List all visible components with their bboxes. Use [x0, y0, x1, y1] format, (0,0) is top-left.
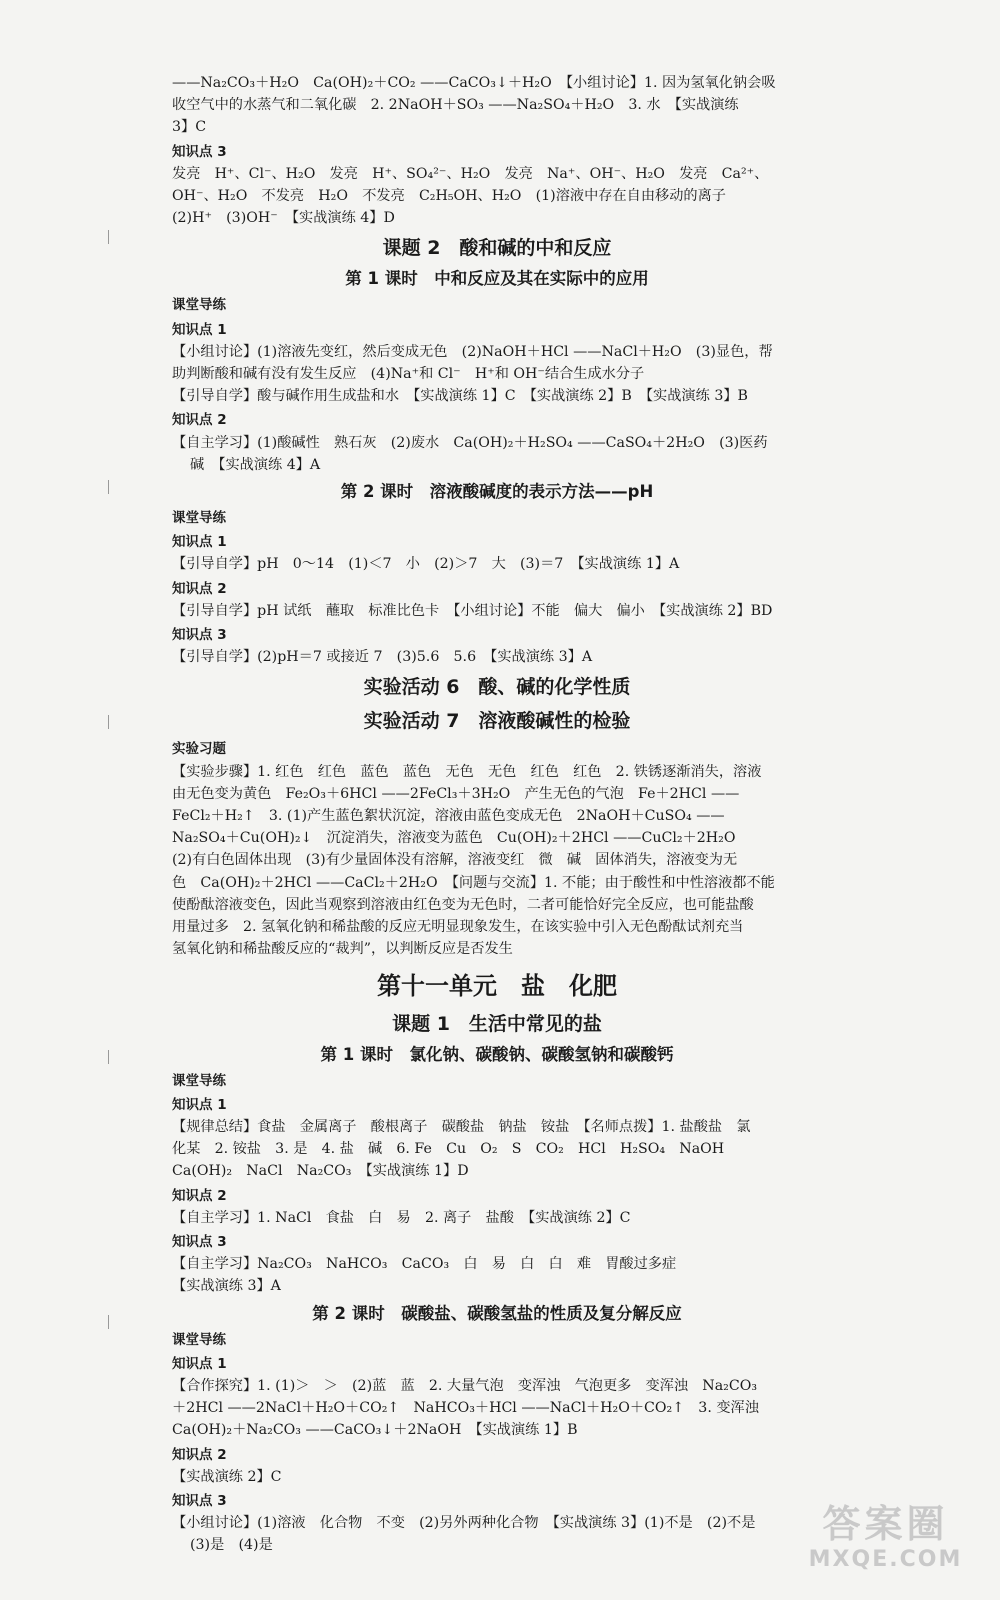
answer-line: 【自主学习】(1)酸碱性 熟石灰 (2)废水 Ca(OH)₂＋H₂SO₄ ——CaSO₄＋2H₂O (3)医药: [172, 434, 768, 451]
section-label: 知识点 2: [172, 1446, 227, 1463]
section-label: 知识点 1: [172, 1096, 227, 1113]
answer-line: (3)是 (4)是: [190, 1537, 273, 1554]
answer-line: 由无色变为黄色 Fe₂O₃＋6HCl ——2FeCl₃＋3H₂O 产生无色的气泡 Fe＋2HCl ——: [172, 785, 740, 802]
section-label: 知识点 2: [172, 1187, 227, 1204]
lesson-heading: 第 2 课时 碳酸盐、碳酸氢盐的性质及复分解反应: [312, 1303, 682, 1323]
topic-heading: 实验活动 7 溶液酸碱性的检验: [363, 710, 631, 733]
binding-mark: [108, 1315, 115, 1329]
answer-line: 收空气中的水蒸气和二氧化碳 2. 2NaOH＋SO₃ ——Na₂SO₄＋H₂O 3. 水 【实战演练: [172, 97, 739, 114]
answer-line: 助判断酸和碱有没有发生反应 (4)Na⁺和 Cl⁻ H⁺和 OH⁻结合生成水分子: [172, 366, 645, 383]
answer-line: 3】C: [172, 119, 207, 136]
answer-line: Ca(OH)₂＋Na₂CO₃ ——CaCO₃↓＋2NaOH 【实战演练 1】B: [172, 1422, 578, 1439]
section-label: 知识点 1: [172, 1355, 227, 1372]
section-label: 课堂导练: [172, 510, 226, 527]
binding-mark: [108, 480, 115, 494]
watermark-top: 答案圈: [822, 1502, 949, 1546]
answer-line: ＋2HCl ——2NaCl＋H₂O＋CO₂↑ NaHCO₃＋HCl ——NaCl＋H₂O＋CO₂↑ 3. 变浑浊: [172, 1400, 759, 1417]
section-label: 课堂导练: [172, 1072, 226, 1089]
section-label: 知识点 2: [172, 412, 227, 429]
section-label: 知识点 3: [172, 143, 227, 160]
answer-line: 碱 【实战演练 4】A: [190, 456, 321, 473]
answer-line: 发亮 H⁺、Cl⁻、H₂O 发亮 H⁺、SO₄²⁻、H₂O 发亮 Na⁺、OH⁻、H₂O 发亮 Ca²⁺、: [172, 165, 769, 182]
answer-line: 用量过多 2. 氢氧化钠和稀盐酸的反应无明显现象发生，在该实验中引入无色酚酞试剂充当: [172, 919, 744, 936]
binding-mark: [108, 1050, 115, 1064]
answer-page: [172, 72, 822, 1557]
watermark-bottom: MXQE.COM: [808, 1547, 963, 1572]
lesson-heading: 第 2 课时 溶液酸碱度的表示方法——pH: [340, 482, 654, 502]
answer-line: 【实战演练 2】C: [172, 1468, 282, 1485]
topic-heading: 实验活动 6 酸、碱的化学性质: [363, 676, 631, 699]
answer-line: OH⁻、H₂O 不发亮 H₂O 不发亮 C₂H₅OH、H₂O (1)溶液中存在自由移动的离子: [172, 188, 726, 205]
answer-line: 氢氧化钠和稀盐酸反应的“裁判”，以判断反应是否发生: [172, 941, 513, 958]
answer-line: 色 Ca(OH)₂＋2HCl ——CaCl₂＋2H₂O 【问题与交流】1. 不能；由于酸性和中性溶液都不能: [172, 874, 775, 891]
answer-line: ——Na₂CO₃＋H₂O Ca(OH)₂＋CO₂ ——CaCO₃↓＋H₂O 【小组讨论】1. 因为氢氧化钠会吸: [172, 75, 776, 91]
section-label: 知识点 1: [172, 321, 227, 338]
watermark-logo: [793, 1502, 978, 1582]
section-label: 知识点 2: [172, 580, 227, 597]
answer-line: 【合作探究】1. (1)＞ ＞ (2)蓝 蓝 2. 大量气泡 变浑浊 气泡更多 变浑浊 Na₂CO₃: [172, 1377, 758, 1394]
answer-line: 【小组讨论】(1)溶液 化合物 不变 (2)另外两种化合物 【实战演练 3】(1)不是 (2)不是: [172, 1515, 756, 1532]
answer-line: 【引导自学】酸与碱作用生成盐和水 【实战演练 1】C 【实战演练 2】B 【实战演练 3】B: [172, 388, 748, 405]
answer-line: 【引导自学】pH 试纸 蘸取 标准比色卡 【小组讨论】不能 偏大 偏小 【实战演练 2】BD: [172, 602, 773, 619]
answer-line: 【规律总结】食盐 金属离子 酸根离子 碳酸盐 钠盐 铵盐 【名师点拨】1. 盐酸盐 氯: [172, 1118, 751, 1135]
answer-line: 化某 2. 铵盐 3. 是 4. 盐 碱 6. Fe Cu O₂ S CO₂ HCl H₂SO₄ NaOH: [172, 1141, 725, 1158]
section-label: 知识点 3: [172, 627, 227, 644]
answer-line: 【小组讨论】(1)溶液先变红，然后变成无色 (2)NaOH＋HCl ——NaCl＋H₂O (3)显色，帮: [172, 343, 773, 360]
answer-line: 【引导自学】pH 0～14 (1)＜7 小 (2)＞7 大 (3)＝7 【实战演练 1】A: [172, 556, 680, 573]
unit-heading: 第十一单元 盐 化肥: [377, 971, 617, 1000]
topic-heading: 课题 1 生活中常见的盐: [392, 1012, 602, 1035]
lesson-heading: 第 1 课时 氯化钠、碳酸钠、碳酸氢钠和碳酸钙: [320, 1044, 674, 1064]
answer-line: (2)H⁺ (3)OH⁻ 【实战演练 4】D: [172, 210, 395, 227]
section-label: 知识点 3: [172, 1233, 227, 1250]
section-label: 课堂导练: [172, 1331, 226, 1348]
answer-line: 【自主学习】1. NaCl 食盐 白 易 2. 离子 盐酸 【实战演练 2】C: [172, 1209, 631, 1226]
section-label: 知识点 1: [172, 534, 227, 551]
section-label: 知识点 3: [172, 1492, 227, 1509]
answer-line: 【实验步骤】1. 红色 红色 蓝色 蓝色 无色 无色 红色 红色 2. 铁锈逐渐消失，溶液: [172, 763, 762, 780]
answer-line: Ca(OH)₂ NaCl Na₂CO₃ 【实战演练 1】D: [172, 1163, 469, 1180]
binding-mark: [108, 230, 115, 244]
answer-line: Na₂SO₄＋Cu(OH)₂↓ 沉淀消失，溶液变为蓝色 Cu(OH)₂＋2HCl ——CuCl₂＋2H₂O: [172, 830, 736, 847]
answer-line: 【实战演练 3】A: [172, 1278, 281, 1295]
answer-line: 使酚酞溶液变色，因此当观察到溶液由红色变为无色时，二者可能恰好完全反应，也可能盐酸: [172, 896, 754, 913]
answer-line: (2)有白色固体出现 (3)有少量固体没有溶解，溶液变红 微 碱 固体消失，溶液变为无: [172, 852, 738, 869]
answer-line: FeCl₂＋H₂↑ 3. (1)产生蓝色絮状沉淀，溶液由蓝色变成无色 2NaOH＋CuSO₄ ——: [172, 808, 725, 825]
answer-line: 【自主学习】Na₂CO₃ NaHCO₃ CaCO₃ 白 易 白 白 难 胃酸过多症: [172, 1256, 677, 1273]
binding-mark: [108, 715, 115, 729]
section-label: 课堂导练: [172, 297, 226, 314]
answer-line: 【引导自学】(2)pH＝7 或接近 7 (3)5.6 5.6 【实战演练 3】A: [172, 649, 593, 666]
topic-heading: 课题 2 酸和碱的中和反应: [382, 237, 612, 260]
lesson-heading: 第 1 课时 中和反应及其在实际中的应用: [345, 269, 649, 289]
section-label: 实验习题: [172, 741, 226, 758]
